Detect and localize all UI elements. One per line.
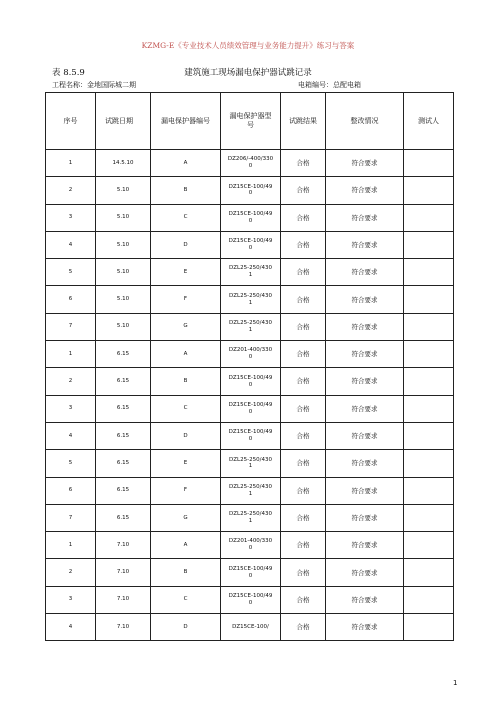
table-row bbox=[46, 368, 454, 395]
cell-fix: 符合要求 bbox=[326, 313, 404, 340]
project-name: 工程名称：金地国际城二期 bbox=[52, 81, 136, 89]
cell-tester bbox=[404, 395, 454, 422]
model-text: DZ15CE-100/490 bbox=[228, 210, 273, 224]
cell-no: 3 bbox=[46, 586, 96, 613]
cell-tester bbox=[404, 313, 454, 340]
cell-fix: 符合要求 bbox=[326, 504, 404, 531]
cell-result: 合格 bbox=[281, 177, 326, 204]
col-header-tester: 测试人 bbox=[404, 93, 454, 150]
cell-result: 合格 bbox=[281, 586, 326, 613]
cell-code: F bbox=[151, 477, 221, 504]
cell-code: G bbox=[151, 313, 221, 340]
cell-date: 6.15 bbox=[96, 477, 151, 504]
model-text: DZL25-250/4301 bbox=[229, 456, 272, 470]
cell-model bbox=[221, 395, 281, 422]
cell-result: 合格 bbox=[281, 231, 326, 258]
cell-model bbox=[221, 231, 281, 258]
table-row bbox=[46, 586, 454, 613]
box-number: 电箱编号：总配电箱 bbox=[298, 81, 361, 89]
cell-fix: 符合要求 bbox=[326, 450, 404, 477]
cell-date: 6.15 bbox=[96, 395, 151, 422]
table-row bbox=[46, 395, 454, 422]
cell-fix: 符合要求 bbox=[326, 532, 404, 559]
record-table bbox=[45, 92, 454, 641]
cell-tester bbox=[404, 504, 454, 531]
table-row bbox=[46, 259, 454, 286]
cell-no: 1 bbox=[46, 532, 96, 559]
cell-no: 2 bbox=[46, 368, 96, 395]
cell-code: C bbox=[151, 586, 221, 613]
col-header-fix: 整改情况 bbox=[326, 93, 404, 150]
col-header-result: 试跳结果 bbox=[281, 93, 326, 150]
page-header: KZMG-E《专业技术人员绩效管理与业务能力提升》练习与答案 bbox=[141, 41, 355, 50]
page-number: 1 bbox=[453, 679, 458, 687]
table-row bbox=[46, 150, 454, 177]
cell-model bbox=[221, 368, 281, 395]
cell-result: 合格 bbox=[281, 477, 326, 504]
model-text: DZL25-250/4301 bbox=[229, 320, 272, 333]
cell-no: 5 bbox=[46, 259, 96, 286]
table-row bbox=[46, 504, 454, 531]
cell-code: G bbox=[151, 504, 221, 531]
cell-no: 3 bbox=[46, 395, 96, 422]
cell-result: 合格 bbox=[281, 368, 326, 395]
cell-model bbox=[221, 150, 281, 177]
model-text: DZ15CE-100/490 bbox=[228, 429, 273, 443]
table-row bbox=[46, 450, 454, 477]
cell-tester bbox=[404, 341, 454, 368]
cell-result: 合格 bbox=[281, 559, 326, 586]
cell-date: 5.10 bbox=[96, 177, 151, 204]
table-row bbox=[46, 532, 454, 559]
cell-code: A bbox=[151, 532, 221, 559]
model-text: DZL25-250/4301 bbox=[229, 292, 272, 306]
cell-date: 6.15 bbox=[96, 422, 151, 449]
cell-no: 2 bbox=[46, 559, 96, 586]
cell-model bbox=[221, 614, 281, 641]
cell-date: 6.15 bbox=[96, 504, 151, 531]
model-text: DZ201-400/3300 bbox=[228, 538, 273, 552]
cell-fix: 符合要求 bbox=[326, 259, 404, 286]
cell-date: 6.15 bbox=[96, 368, 151, 395]
cell-model bbox=[221, 504, 281, 531]
cell-date: 6.15 bbox=[96, 450, 151, 477]
cell-model bbox=[221, 422, 281, 449]
col-header-no: 序号 bbox=[46, 93, 96, 150]
cell-model bbox=[221, 586, 281, 613]
cell-date: 5.10 bbox=[96, 204, 151, 231]
model-text: DZ206/-400/3300 bbox=[227, 156, 274, 170]
model-text: DZ15CE-100/490 bbox=[228, 565, 273, 579]
cell-result: 合格 bbox=[281, 286, 326, 313]
cell-fix: 符合要求 bbox=[326, 477, 404, 504]
cell-date: 14.5.10 bbox=[96, 150, 151, 177]
col-header-model: 漏电保护器型号 bbox=[221, 93, 281, 150]
cell-no: 4 bbox=[46, 231, 96, 258]
model-text: DZ15CE-100/490 bbox=[228, 374, 273, 388]
cell-tester bbox=[404, 231, 454, 258]
cell-tester bbox=[404, 150, 454, 177]
table-row bbox=[46, 614, 454, 641]
cell-no: 5 bbox=[46, 450, 96, 477]
model-text: DZL25-250/4301 bbox=[229, 511, 272, 524]
table-row bbox=[46, 313, 454, 340]
cell-model bbox=[221, 532, 281, 559]
cell-fix: 符合要求 bbox=[326, 177, 404, 204]
cell-fix: 符合要求 bbox=[326, 422, 404, 449]
model-text: DZ201-400/3300 bbox=[228, 347, 273, 361]
cell-result: 合格 bbox=[281, 504, 326, 531]
cell-tester bbox=[404, 586, 454, 613]
cell-fix: 符合要求 bbox=[326, 286, 404, 313]
cell-model bbox=[221, 259, 281, 286]
cell-result: 合格 bbox=[281, 614, 326, 641]
table-id: 表 8.5.9 bbox=[52, 68, 85, 78]
cell-model bbox=[221, 341, 281, 368]
cell-date: 7.10 bbox=[96, 559, 151, 586]
cell-model bbox=[221, 286, 281, 313]
cell-code: B bbox=[151, 559, 221, 586]
cell-date: 5.10 bbox=[96, 313, 151, 340]
cell-no: 6 bbox=[46, 477, 96, 504]
table-row bbox=[46, 177, 454, 204]
cell-no: 1 bbox=[46, 150, 96, 177]
cell-tester bbox=[404, 559, 454, 586]
cell-result: 合格 bbox=[281, 313, 326, 340]
cell-fix: 符合要求 bbox=[326, 368, 404, 395]
table-body bbox=[46, 150, 454, 641]
cell-code: F bbox=[151, 286, 221, 313]
cell-result: 合格 bbox=[281, 532, 326, 559]
cell-code: B bbox=[151, 368, 221, 395]
cell-code: D bbox=[151, 231, 221, 258]
cell-code: C bbox=[151, 204, 221, 231]
model-text: DZL25-250/4301 bbox=[229, 483, 272, 497]
table-row bbox=[46, 477, 454, 504]
cell-date: 5.10 bbox=[96, 231, 151, 258]
cell-code: E bbox=[151, 450, 221, 477]
cell-fix: 符合要求 bbox=[326, 559, 404, 586]
cell-no: 3 bbox=[46, 204, 96, 231]
cell-tester bbox=[404, 259, 454, 286]
cell-fix: 符合要求 bbox=[326, 614, 404, 641]
cell-date: 6.15 bbox=[96, 341, 151, 368]
cell-tester bbox=[404, 177, 454, 204]
table-row bbox=[46, 231, 454, 258]
cell-code: A bbox=[151, 150, 221, 177]
cell-no: 4 bbox=[46, 614, 96, 641]
cell-fix: 符合要求 bbox=[326, 204, 404, 231]
cell-no: 2 bbox=[46, 177, 96, 204]
model-text: DZ15CE-100/ bbox=[232, 623, 269, 630]
cell-date: 7.10 bbox=[96, 586, 151, 613]
cell-fix: 符合要求 bbox=[326, 586, 404, 613]
model-text: DZ15CE-100/490 bbox=[228, 183, 273, 197]
cell-model bbox=[221, 450, 281, 477]
cell-date: 7.10 bbox=[96, 614, 151, 641]
cell-date: 5.10 bbox=[96, 259, 151, 286]
cell-tester bbox=[404, 204, 454, 231]
cell-fix: 符合要求 bbox=[326, 150, 404, 177]
cell-model bbox=[221, 559, 281, 586]
cell-code: A bbox=[151, 341, 221, 368]
cell-fix: 符合要求 bbox=[326, 395, 404, 422]
cell-code: B bbox=[151, 177, 221, 204]
cell-model bbox=[221, 477, 281, 504]
model-text: DZ15CE-100/490 bbox=[228, 238, 273, 252]
cell-no: 1 bbox=[46, 341, 96, 368]
cell-no: 6 bbox=[46, 286, 96, 313]
cell-tester bbox=[404, 450, 454, 477]
cell-code: D bbox=[151, 614, 221, 641]
cell-model bbox=[221, 204, 281, 231]
model-text: DZL25-250/4301 bbox=[229, 265, 272, 279]
cell-date: 5.10 bbox=[96, 286, 151, 313]
cell-no: 7 bbox=[46, 504, 96, 531]
cell-no: 4 bbox=[46, 422, 96, 449]
cell-result: 合格 bbox=[281, 422, 326, 449]
cell-code: D bbox=[151, 422, 221, 449]
table-row bbox=[46, 559, 454, 586]
model-text: DZ15CE-100/490 bbox=[228, 593, 273, 606]
cell-tester bbox=[404, 286, 454, 313]
table-row bbox=[46, 341, 454, 368]
cell-tester bbox=[404, 614, 454, 641]
cell-tester bbox=[404, 532, 454, 559]
table-row bbox=[46, 204, 454, 231]
cell-code: C bbox=[151, 395, 221, 422]
table-title: 建筑施工现场漏电保护器试跳记录 bbox=[184, 68, 312, 78]
table-row bbox=[46, 422, 454, 449]
col-header-date: 试跳日期 bbox=[96, 93, 151, 150]
col-header-code: 漏电保护器编号 bbox=[151, 93, 221, 150]
model-text: DZ15CE-100/490 bbox=[228, 401, 273, 415]
cell-result: 合格 bbox=[281, 204, 326, 231]
cell-tester bbox=[404, 368, 454, 395]
table-header-row bbox=[46, 93, 454, 150]
cell-result: 合格 bbox=[281, 341, 326, 368]
cell-result: 合格 bbox=[281, 450, 326, 477]
cell-result: 合格 bbox=[281, 395, 326, 422]
cell-model bbox=[221, 313, 281, 340]
cell-result: 合格 bbox=[281, 259, 326, 286]
cell-code: E bbox=[151, 259, 221, 286]
cell-fix: 符合要求 bbox=[326, 231, 404, 258]
cell-date: 7.10 bbox=[96, 532, 151, 559]
cell-fix: 符合要求 bbox=[326, 341, 404, 368]
table-row bbox=[46, 286, 454, 313]
cell-no: 7 bbox=[46, 313, 96, 340]
cell-tester bbox=[404, 477, 454, 504]
cell-model bbox=[221, 177, 281, 204]
cell-tester bbox=[404, 422, 454, 449]
cell-result: 合格 bbox=[281, 150, 326, 177]
